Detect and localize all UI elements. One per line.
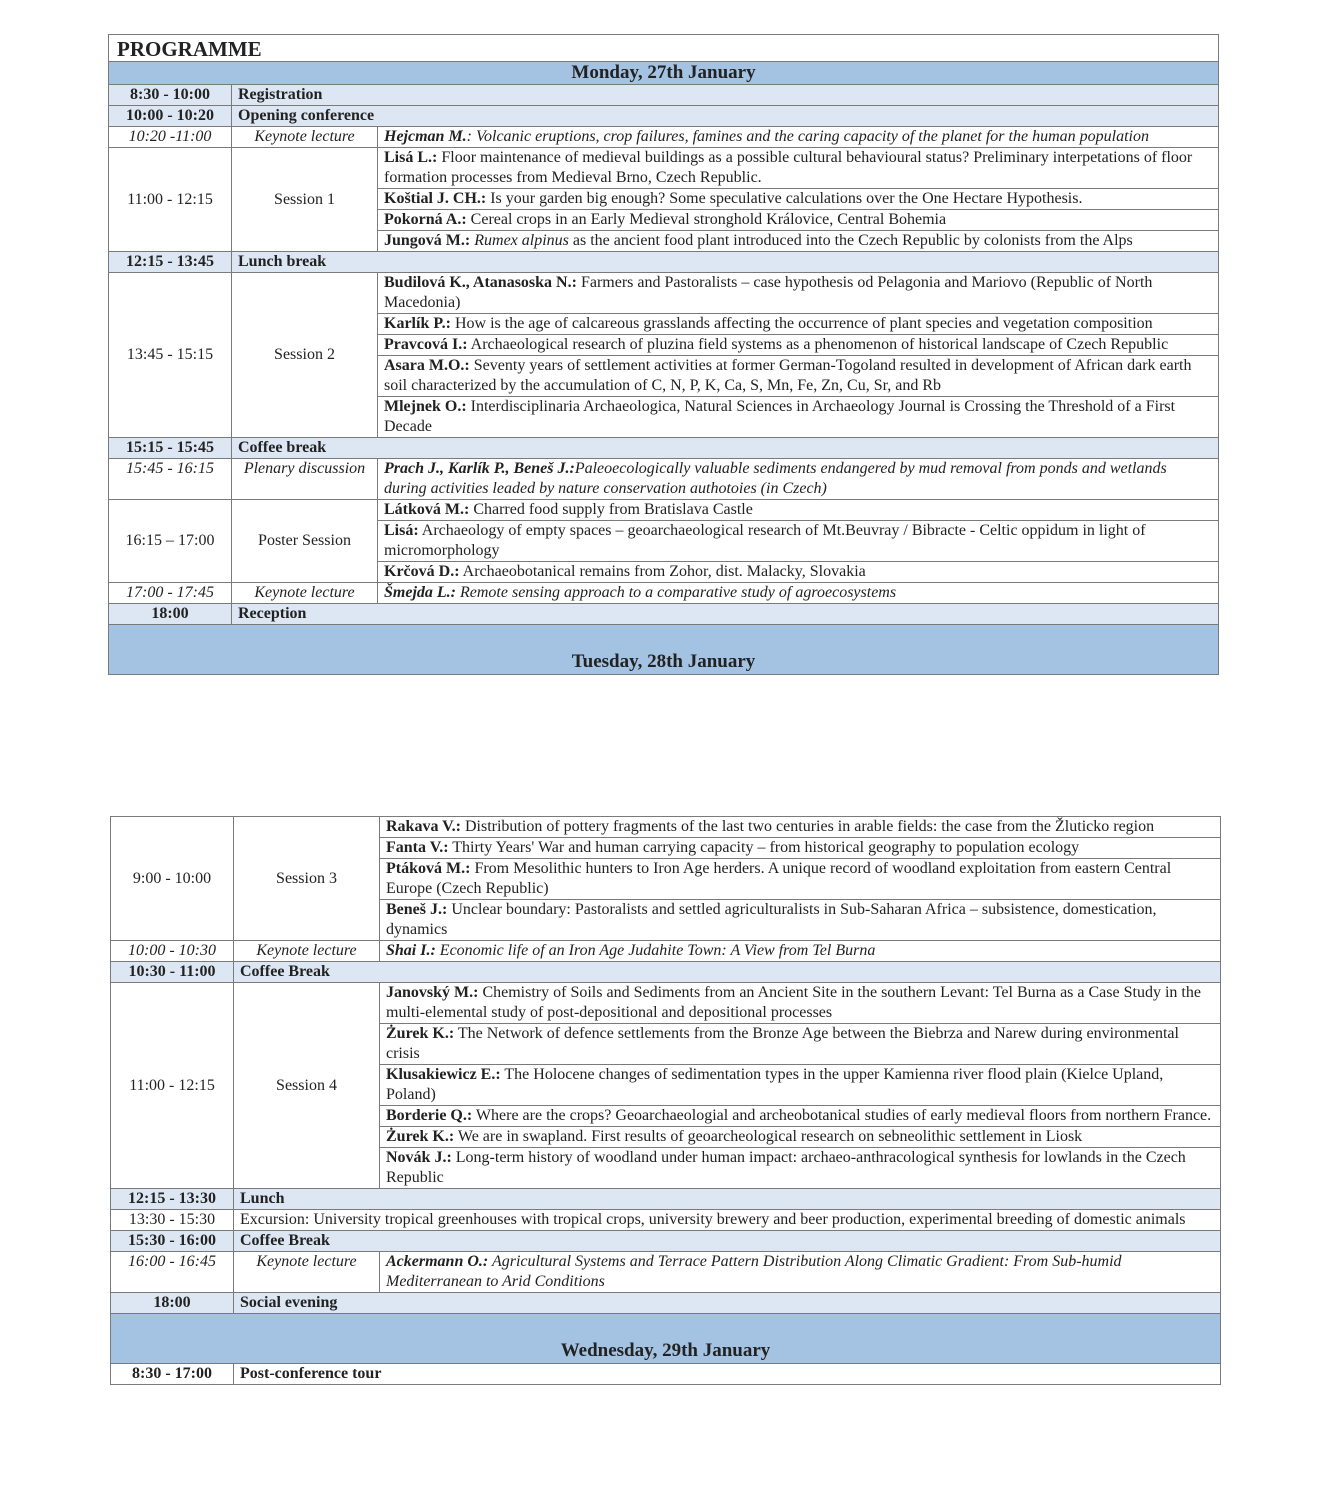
- schedule-row: [109, 273, 1219, 314]
- talk-author: Pokorná A.:: [384, 211, 467, 228]
- talk-entry: [380, 900, 1221, 941]
- talk-entry: [380, 1106, 1221, 1127]
- talk-author: Lisá:: [384, 522, 419, 539]
- schedule-row: [109, 583, 1219, 604]
- session-label: Session 4: [234, 983, 380, 1189]
- time-cell: 16:00 - 16:45: [111, 1252, 234, 1293]
- talk-title: Interdisciplinaria Archaeologica, Natural Sciences in Archaeology Journal is Crossing the Threshold of a First Decade: [384, 398, 1176, 435]
- event-label: Coffee Break: [234, 1231, 1221, 1252]
- day-heading-monday: Monday, 27th January: [109, 62, 1219, 85]
- schedule-row: [109, 438, 1219, 459]
- day-heading-wednesday: Wednesday, 29th January: [111, 1314, 1221, 1364]
- schedule-row: [111, 1210, 1221, 1231]
- event-label: Coffee Break: [234, 962, 1221, 983]
- time-cell: 13:30 - 15:30: [111, 1210, 234, 1231]
- schedule-row: [111, 962, 1221, 983]
- talk-title: as the ancient food plant introduced into the Czech Republic by colonists from the Alps: [568, 232, 1133, 249]
- schedule-row: [109, 106, 1219, 127]
- time-cell: 12:15 - 13:45: [109, 252, 232, 273]
- schedule-row: [111, 983, 1221, 1024]
- talk-title: Archaeology of empty spaces – geoarchaeological research of Mt.Beuvray / Bibracte - Celtic oppidum in light of micromorphology: [384, 522, 1146, 559]
- talk-author: Asara M.O.:: [384, 357, 470, 374]
- talk-author: Żurek K.:: [386, 1128, 455, 1145]
- talk-entry: [378, 148, 1219, 189]
- talk-entry: [378, 459, 1219, 500]
- talk-entry: [378, 500, 1219, 521]
- talk-title: Cereal crops in an Early Medieval stronghold Královice, Central Bohemia: [466, 211, 947, 228]
- talk-author: Hejcman M.: [384, 128, 467, 145]
- time-cell: 16:15 – 17:00: [109, 500, 232, 583]
- talk-title: Where are the crops? Geoarchaeologial and archeobotanical studies of early medieval floors from northern France.: [472, 1107, 1212, 1124]
- event-label: Coffee break: [232, 438, 1219, 459]
- event-type: Keynote lecture: [234, 1252, 380, 1293]
- talk-author: Ackermann O.:: [386, 1253, 489, 1270]
- talk-title: Is your garden big enough? Some speculative calculations over the One Hectare Hypothesis.: [486, 190, 1083, 207]
- talk-entry: [378, 189, 1219, 210]
- talk-title: Farmers and Pastoralists – case hypothesis od Pelagonia and Mariovo (Republic of North Macedonia): [384, 274, 1153, 311]
- talk-title: Paleoecologically valuable sediments endangered by mud removal from ponds and wetlands during activities leaded by nature conservation authotoies (in Czech): [384, 460, 1167, 497]
- event-label: Excursion: University tropical greenhouses with tropical crops, university brewery and beer production, experimental breeding of domestic animals: [234, 1210, 1221, 1231]
- event-label: Opening conference: [232, 106, 1219, 127]
- time-cell: 18:00: [111, 1293, 234, 1314]
- talk-title: Archaeological research of pluzina field systems as a phenomenon of historical landscape of Czech Republic: [467, 336, 1169, 353]
- time-cell: 10:20 -11:00: [109, 127, 232, 148]
- talk-author: Mlejnek O.:: [384, 398, 467, 415]
- time-cell: 11:00 - 12:15: [109, 148, 232, 252]
- time-cell: 15:30 - 16:00: [111, 1231, 234, 1252]
- time-cell: 8:30 - 17:00: [111, 1364, 234, 1385]
- event-label: Lunch: [234, 1189, 1221, 1210]
- talk-author: Budilová K., Atanasoska N.:: [384, 274, 577, 291]
- talk-entry: [378, 583, 1219, 604]
- talk-entry: [380, 1127, 1221, 1148]
- talk-entry: [378, 397, 1219, 438]
- schedule-row: [111, 1189, 1221, 1210]
- talk-entry: [378, 210, 1219, 231]
- time-cell: 9:00 - 10:00: [111, 817, 234, 941]
- talk-entry: [380, 859, 1221, 900]
- talk-author: Żurek K.:: [386, 1025, 455, 1042]
- schedule-row: [109, 459, 1219, 500]
- talk-title: We are in swapland. First results of geoarcheological research on sebneolithic settlement in Liosk: [454, 1128, 1083, 1145]
- time-cell: 10:00 - 10:20: [109, 106, 232, 127]
- programme-table-tuesday: [110, 816, 1221, 1385]
- talk-author: Koštial J. CH.:: [384, 190, 487, 207]
- talk-entry: [378, 562, 1219, 583]
- talk-title: The Network of defence settlements from the Bronze Age between the Biebrza and Narew during environmental crisis: [386, 1025, 1179, 1062]
- session-label: Session 2: [232, 273, 378, 438]
- schedule-row: [111, 817, 1221, 838]
- talk-author: Lisá L.:: [384, 149, 438, 166]
- schedule-row: [109, 127, 1219, 148]
- schedule-row: [109, 252, 1219, 273]
- talk-title: Economic life of an Iron Age Judahite Town: A View from Tel Burna: [435, 942, 876, 959]
- time-cell: 18:00: [109, 604, 232, 625]
- schedule-row: [109, 148, 1219, 189]
- talk-title: Floor maintenance of medieval buildings as a possible cultural behavioural status? Preliminary interpetations of floor formation processes from Medieval Brno, Czech Republic.: [384, 149, 1193, 186]
- talk-title: Remote sensing approach to a comparative study of agroecosystems: [456, 584, 897, 601]
- talk-title: From Mesolithic hunters to Iron Age herders. A unique record of woodland exploitation from eastern Central Europe (Czech Republic): [386, 860, 1172, 897]
- time-cell: 10:30 - 11:00: [111, 962, 234, 983]
- talk-entry: [380, 1148, 1221, 1189]
- session-label: Session 1: [232, 148, 378, 252]
- schedule-row: [109, 85, 1219, 106]
- talk-title: Seventy years of settlement activities at former German-Togoland resulted in development of African dark earth soil characterized by the accumulation of C, N, P, K, Ca, S, Mn, Fe, Zn, Cu, Sr, and Rb: [384, 357, 1192, 394]
- talk-title: Distribution of pottery fragments of the last two centuries in arable fields: the case from the Žluticko region: [460, 818, 1155, 835]
- talk-title: Agricultural Systems and Terrace Pattern Distribution Along Climatic Gradient: From Sub-humid Mediterranean to Arid Conditions: [386, 1253, 1122, 1290]
- talk-author: Látková M.:: [384, 501, 470, 518]
- talk-title: How is the age of calcareous grasslands affecting the occurrence of plant species and vegetation composition: [450, 315, 1153, 332]
- event-label: Registration: [232, 85, 1219, 106]
- talk-title: Unclear boundary: Pastoralists and settled agriculturalists in Sub-Saharan Africa – subsistence, domestication, dynamics: [386, 901, 1157, 938]
- time-cell: 11:00 - 12:15: [111, 983, 234, 1189]
- talk-entry: [378, 127, 1219, 148]
- talk-entry: [380, 1024, 1221, 1065]
- talk-author: Janovský M.:: [386, 984, 479, 1001]
- talk-entry: [380, 838, 1221, 859]
- talk-entry: [380, 1065, 1221, 1106]
- time-cell: 13:45 - 15:15: [109, 273, 232, 438]
- schedule-row: [111, 1252, 1221, 1293]
- time-cell: 8:30 - 10:00: [109, 85, 232, 106]
- talk-entry: [378, 273, 1219, 314]
- event-label: Post-conference tour: [234, 1364, 1221, 1385]
- session-label: Poster Session: [232, 500, 378, 583]
- talk-author: Krčová D.:: [384, 563, 460, 580]
- schedule-row: [111, 1364, 1221, 1385]
- session-label: Session 3: [234, 817, 380, 941]
- talk-author: Beneš J.:: [386, 901, 448, 918]
- schedule-row: [111, 941, 1221, 962]
- event-type: Plenary discussion: [232, 459, 378, 500]
- talk-author: Ptáková M.:: [386, 860, 471, 877]
- talk-author: Karlík P.:: [384, 315, 451, 332]
- talk-author: Shai I.:: [386, 942, 436, 959]
- talk-author: Fanta V.:: [386, 839, 449, 856]
- time-cell: 17:00 - 17:45: [109, 583, 232, 604]
- talk-title: Archaeobotanical remains from Zohor, dist. Malacky, Slovakia: [459, 563, 866, 580]
- schedule-row: [111, 1293, 1221, 1314]
- talk-title: The Holocene changes of sedimentation types in the upper Kamienna river flood plain (Kielce Upland, Poland): [386, 1066, 1164, 1103]
- talk-author: Borderie Q.:: [386, 1107, 473, 1124]
- schedule-row: [109, 500, 1219, 521]
- talk-title: Thirty Years' War and human carrying capacity – from historical geography to population ecology: [448, 839, 1080, 856]
- event-type: Keynote lecture: [234, 941, 380, 962]
- talk-entry: [380, 817, 1221, 838]
- event-label: Lunch break: [232, 252, 1219, 273]
- talk-entry: [378, 356, 1219, 397]
- talk-author: Prach J., Karlík P., Beneš J.:: [384, 460, 575, 477]
- talk-species: Rumex alpinus: [474, 232, 569, 249]
- talk-author: Novák J.:: [386, 1149, 452, 1166]
- event-label: Reception: [232, 604, 1219, 625]
- talk-author: Klusakiewicz E.:: [386, 1066, 501, 1083]
- talk-entry: [378, 231, 1219, 252]
- talk-title: Long-term history of woodland under human impact: archaeo-anthracological synthesis for lowlands in the Czech Republic: [386, 1149, 1186, 1186]
- talk-entry: [380, 1252, 1221, 1293]
- talk-author: Šmejda L.:: [384, 584, 456, 601]
- talk-entry: [378, 521, 1219, 562]
- talk-entry: [380, 941, 1221, 962]
- event-type: Keynote lecture: [232, 583, 378, 604]
- talk-entry: [378, 314, 1219, 335]
- talk-author: Pravcová I.:: [384, 336, 468, 353]
- day-heading-tuesday: Tuesday, 28th January: [109, 625, 1219, 675]
- talk-title: Charred food supply from Bratislava Castle: [469, 501, 753, 518]
- talk-author: Jungová M.:: [384, 232, 471, 249]
- schedule-row: [111, 1231, 1221, 1252]
- talk-author: Rakava V.:: [386, 818, 461, 835]
- time-cell: 10:00 - 10:30: [111, 941, 234, 962]
- programme-title: PROGRAMME: [109, 35, 1219, 62]
- time-cell: 15:45 - 16:15: [109, 459, 232, 500]
- time-cell: 15:15 - 15:45: [109, 438, 232, 459]
- talk-title: Chemistry of Soils and Sediments from an Ancient Site in the southern Levant: Tel Burna as a Case Study in the multi-elemental study of post-depositional and depositional processes: [386, 984, 1201, 1021]
- event-type: Keynote lecture: [232, 127, 378, 148]
- talk-entry: [378, 335, 1219, 356]
- event-label: Social evening: [234, 1293, 1221, 1314]
- time-cell: 12:15 - 13:30: [111, 1189, 234, 1210]
- talk-title: : Volcanic eruptions, crop failures, famines and the caring capacity of the planet for the human population: [466, 128, 1149, 145]
- talk-entry: [380, 983, 1221, 1024]
- programme-table-monday: [108, 34, 1219, 675]
- schedule-row: [109, 604, 1219, 625]
